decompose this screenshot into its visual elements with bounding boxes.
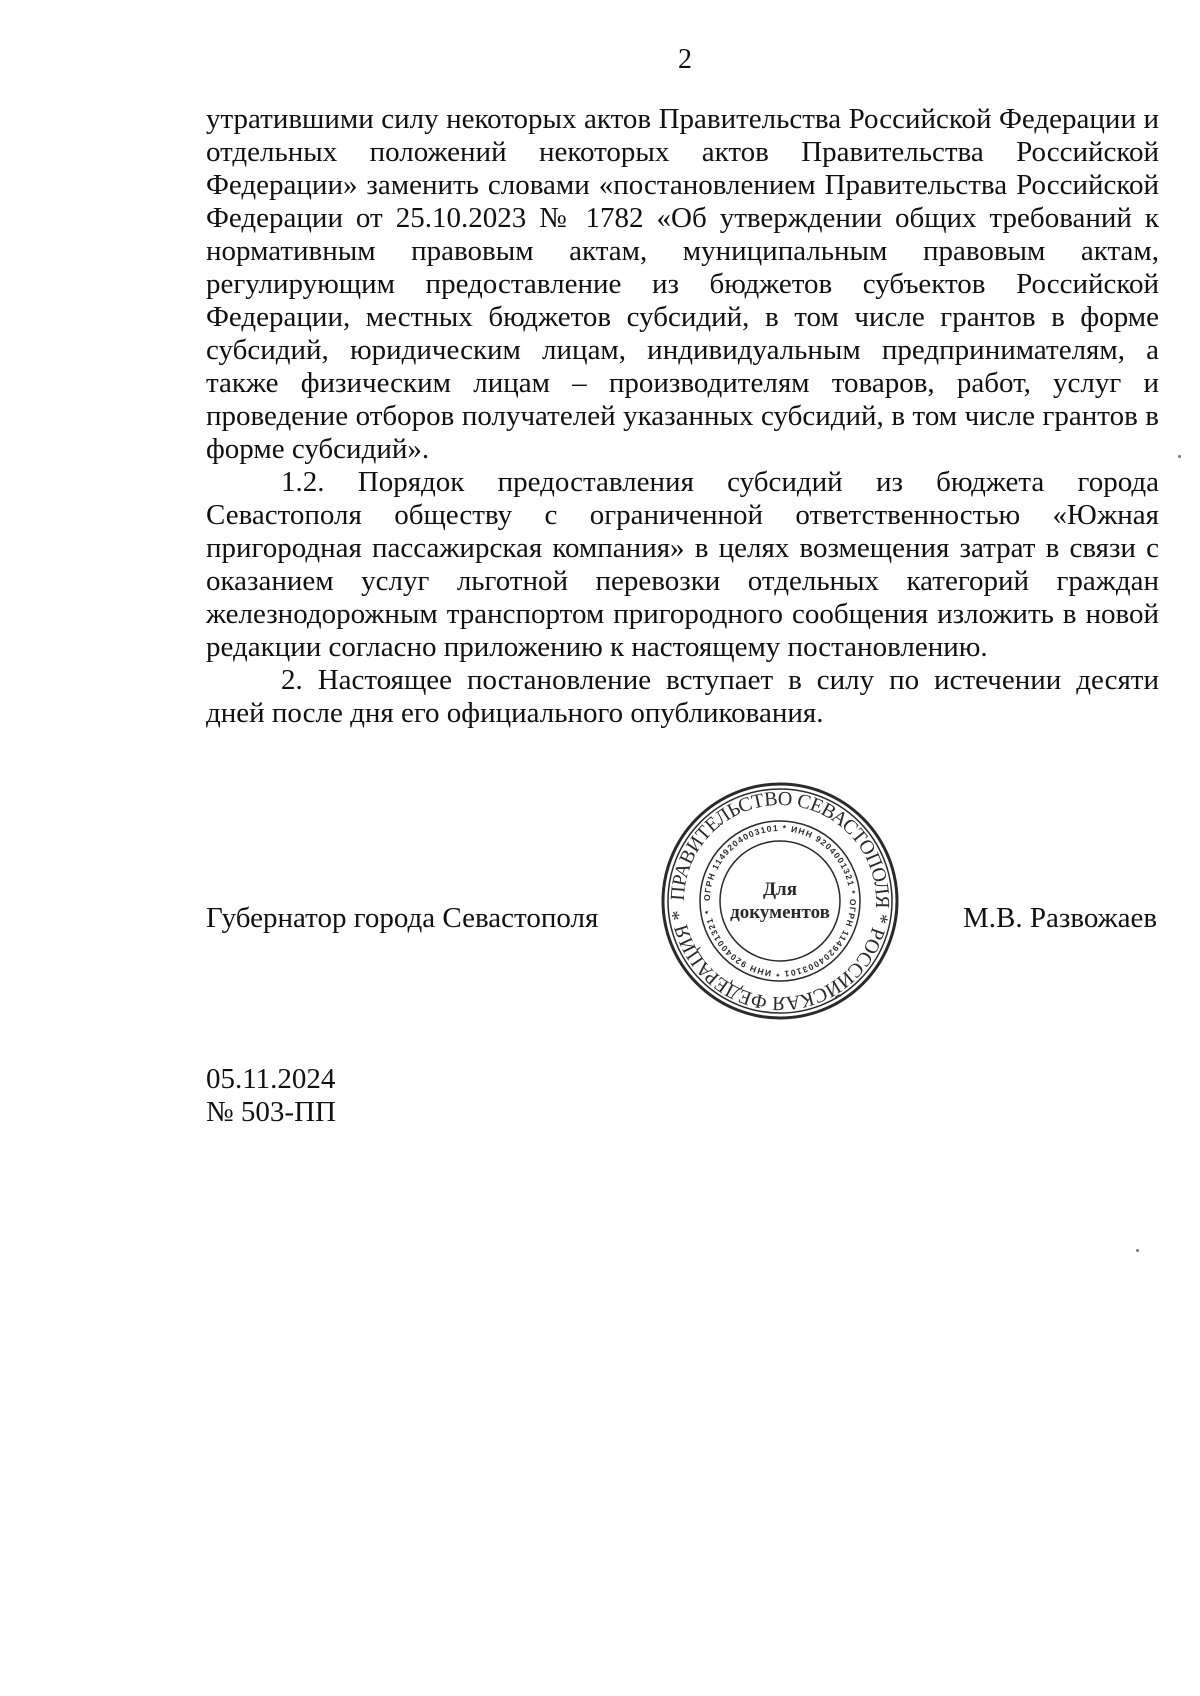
seal-inner-text: ОГРН 1149204003101 * ИНН 9204001321 * ОГРН 1149204003101 * ИНН 9204001321 *	[701, 822, 859, 980]
scan-speck	[1178, 455, 1181, 458]
paragraph-1-2: 1.2. Порядок предоставления субсидий из бюджета города Севастополя обществу с ограниченной ответственностью «Южная пригородная пассажирская компания» в целях возмещения затрат в связи с оказанием услуг льготной перевозки отдельных категорий граждан железнодорожным транспортом пригородного сообщения изложить в новой редакции согласно приложению к настоящему постановлению.	[206, 466, 1159, 663]
page-number: 2	[678, 44, 692, 75]
document-number: № 503-ПП	[206, 1096, 336, 1128]
paragraph-2-effective-date: 2. Настоящее постановление вступает в силу по истечении десяти дней после дня его официального опубликования.	[206, 664, 1159, 729]
svg-text:ОГРН 1149204003101 * ИНН 92040	[702, 823, 858, 979]
document-body	[206, 103, 1159, 730]
document-date: 05.11.2024	[206, 1063, 336, 1095]
seal-center-line2: документов	[730, 902, 830, 923]
signature-block	[0, 780, 1200, 1040]
signer-position: Губернатор города Севастополя	[206, 902, 599, 934]
seal-center-line1: Для	[762, 879, 798, 900]
signer-name: М.В. Развожаев	[963, 902, 1158, 934]
scan-speck	[1136, 1249, 1139, 1252]
official-seal-stamp	[659, 780, 901, 1022]
seal-outer-text: ПРАВИТЕЛЬСТВО СЕВАСТОПОЛЯ * РОССИЙСКАЯ ФЕДЕРАЦИЯ *	[666, 787, 894, 1015]
paragraph-amendment-continuation: утратившими силу некоторых актов Правительства Российской Федерации и отдельных положений некоторых актов Правительства Российской Федерации» заменить словами «постановлением Правительства Российской Федерации от 25.10.2023 № 1782 «Об утверждении общих требований к нормативным правовым актам, муниципальным правовым актам, регулирующим предоставление из бюджетов субъектов Российской Федерации, местных бюджетов субсидий, в том числе грантов в форме субсидий, юридическим лицам, индивидуальным предпринимателям, а также физическим лицам – производителям товаров, работ, услуг и проведение отборов получателей указанных субсидий, в том числе грантов в форме субсидий».	[206, 103, 1159, 465]
